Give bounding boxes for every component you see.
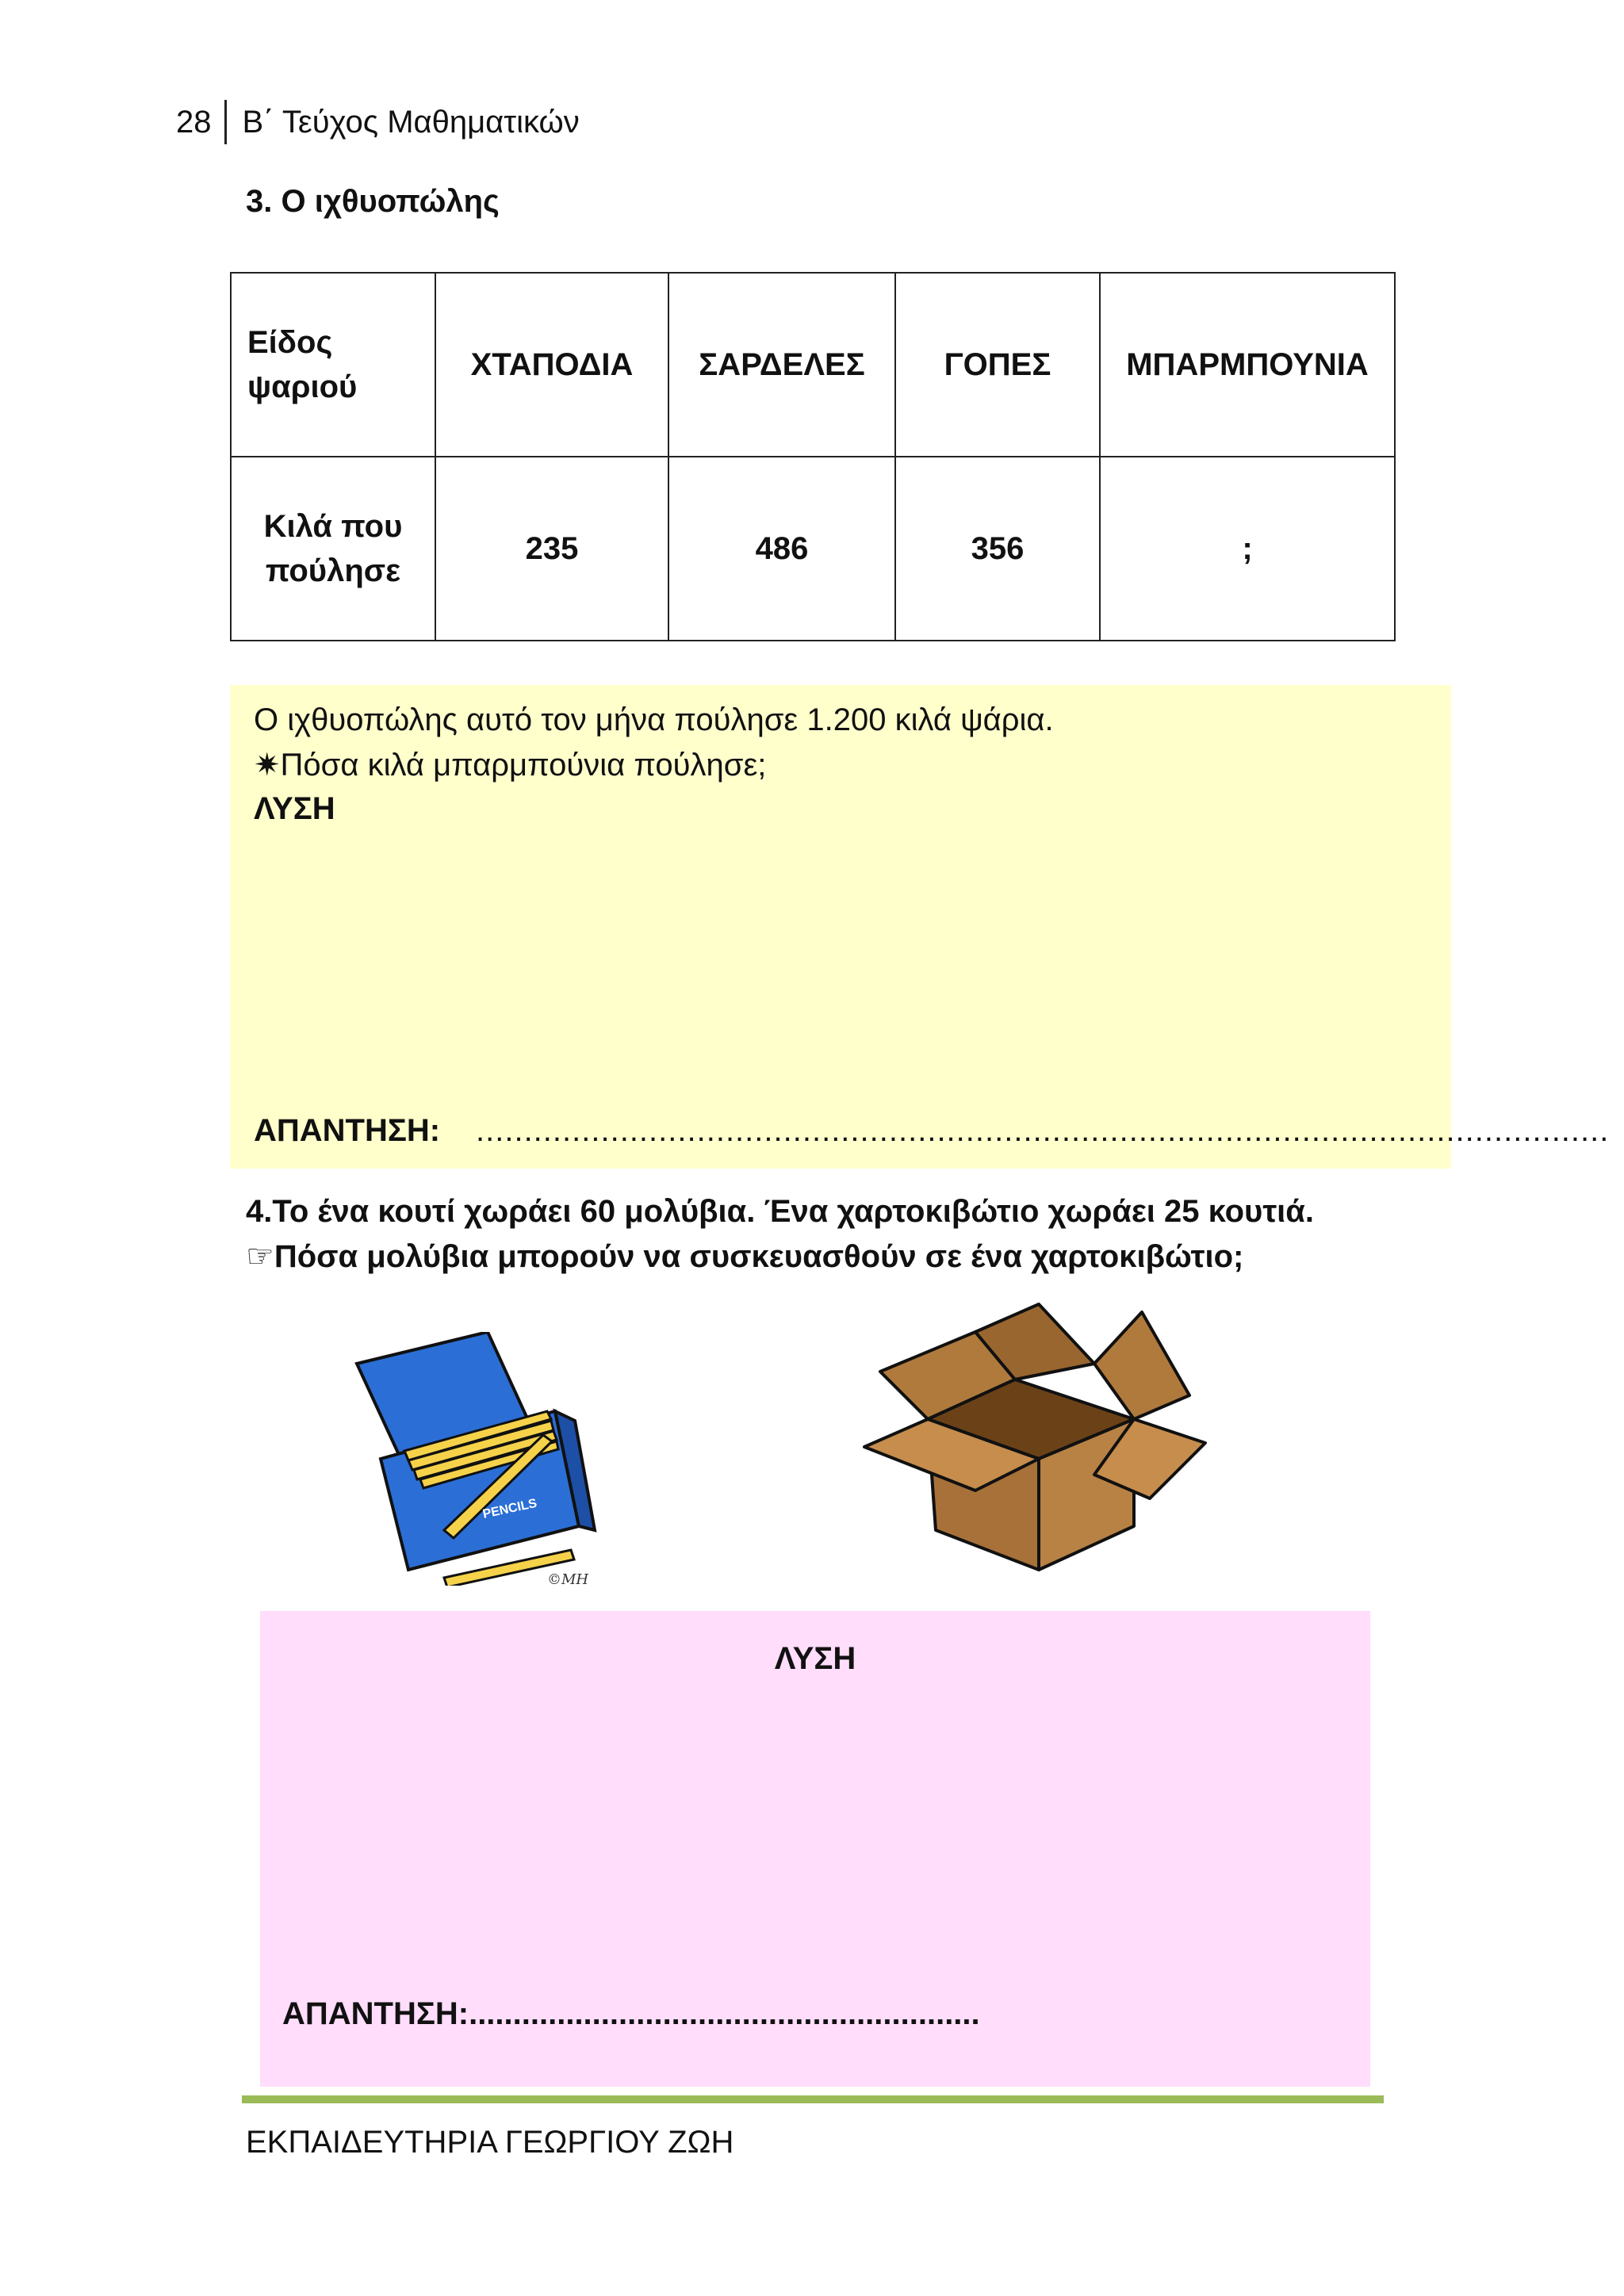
column-header-red-mullet: ΜΠΑΡΜΠΟΥΝΙΑ bbox=[1100, 273, 1395, 457]
problem-4-solution-box bbox=[260, 1611, 1370, 2087]
cardboard-box-illustration bbox=[856, 1300, 1221, 1590]
problem-3-statement: Ο ιχθυοπώλης αυτό τον μήνα πούλησε 1.200 κιλά ψάρια. bbox=[254, 702, 1054, 737]
cell-red-mullet-kilos: ; bbox=[1100, 457, 1395, 641]
header-title: Β΄ Τεύχος Μαθηματικών bbox=[242, 104, 580, 140]
problem-4-statement: 4.Το ένα κουτί χωράει 60 μολύβια. Ένα χαρτοκιβώτιο χωράει 25 κουτιά. bbox=[246, 1194, 1314, 1229]
cell-bogue-kilos: 356 bbox=[895, 457, 1100, 641]
fish-sales-table bbox=[230, 272, 1396, 641]
problem-3-question: ✷Πόσα κιλά μπαρμπούνια πούλησε; bbox=[254, 748, 767, 783]
problem-4-question: ☞Πόσα μολύβια μπορούν να συσκευασθούν σε ένα χαρτοκιβώτιο; bbox=[246, 1239, 1244, 1274]
problem-3-box bbox=[230, 685, 1610, 1169]
cell-octopus-kilos: 235 bbox=[435, 457, 668, 641]
footer-text: ΕΚΠΑΙΔΕΥΤΗΡΙΑ ΓΕΩΡΓΙΟΥ ΖΩΗ bbox=[246, 2125, 734, 2160]
cell-sardines-kilos: 486 bbox=[668, 457, 895, 641]
header-divider bbox=[224, 100, 227, 144]
row-label-line: Κιλά που bbox=[263, 509, 403, 544]
answer-label: ΑΠΑΝΤΗΣΗ: bbox=[254, 1113, 441, 1148]
column-header-sardines: ΣΑΡΔΕΛΕΣ bbox=[668, 273, 895, 457]
solution-label: ΛΥΣΗ bbox=[774, 1641, 856, 1676]
answer-blank[interactable]: ...................................................................................................................... bbox=[476, 1113, 1610, 1148]
pencil-box-illustration bbox=[349, 1332, 611, 1590]
row-label-line: ψαριού bbox=[247, 369, 358, 404]
column-header-octopus: ΧΤΑΠΟΔΙΑ bbox=[435, 273, 668, 457]
row-label-line: πούλησε bbox=[265, 553, 401, 588]
footer-divider bbox=[242, 2095, 1384, 2103]
row-label-kilos-sold bbox=[231, 457, 435, 641]
pencils-label: PENCILS bbox=[481, 1496, 538, 1521]
row-label-fish-type bbox=[231, 273, 435, 457]
page-header bbox=[176, 101, 580, 143]
row-label-line: Είδος bbox=[247, 325, 333, 360]
section-3-title: 3. Ο ιχθυοπώλης bbox=[246, 184, 500, 219]
column-header-bogue: ΓΟΠΕΣ bbox=[895, 273, 1100, 457]
solution-label: ΛΥΣΗ bbox=[254, 791, 335, 826]
table-row-kilos bbox=[231, 457, 1395, 641]
page-number: 28 bbox=[176, 104, 212, 140]
answer-line[interactable]: ΑΠΑΝΤΗΣΗ:.......................................................... bbox=[282, 1996, 980, 2031]
illustrator-signature: ©MH bbox=[547, 1571, 589, 1586]
table-row-fish-types bbox=[231, 273, 1395, 457]
